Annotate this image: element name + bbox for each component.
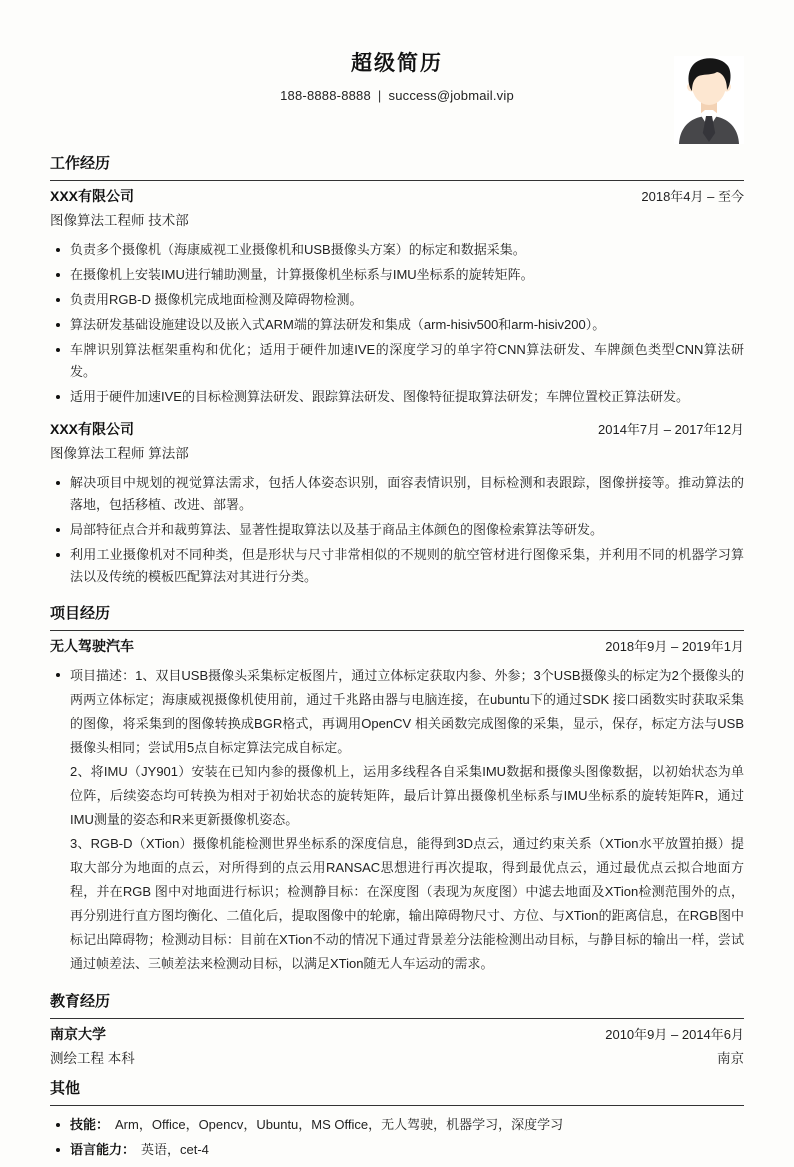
bullet-item xyxy=(50,519,744,541)
contact-divider: | xyxy=(377,88,382,103)
bullet-text: 算法研发基础设施建设以及嵌入式ARM端的算法研发和集成（arm-hisiv500和arm-hisiv200）。 xyxy=(70,317,606,332)
avatar-illustration xyxy=(674,56,744,144)
entry-title: XXX有限公司 xyxy=(50,188,135,204)
section-work xyxy=(50,154,744,594)
bullet-item xyxy=(50,386,744,408)
contact-line xyxy=(50,88,744,104)
bullet-item xyxy=(50,314,744,336)
bullet-text: 局部特征点合并和裁剪算法、显著性提取算法以及基于商品主体颜色的图像检索算法等研发。 xyxy=(70,522,604,537)
entry-header xyxy=(50,420,744,439)
bullet-text: 在摄像机上安装IMU进行辅助测量，计算摄像机坐标系与IMU坐标系的旋转矩阵。 xyxy=(70,267,534,282)
entry-date: 2018年4月 – 至今 xyxy=(641,189,744,204)
bullet-text: 负责用RGB-D 摄像机完成地面检测及障碍物检测。 xyxy=(70,292,363,307)
resume-header xyxy=(50,50,744,106)
entry-date: 2010年9月 – 2014年6月 xyxy=(605,1027,744,1042)
phone-number: 188-8888-8888 xyxy=(280,88,371,103)
bullet-item xyxy=(50,544,744,588)
entry-subtitle-row xyxy=(50,211,744,231)
section-heading-projects: 项目经历 xyxy=(50,604,744,631)
bullet-text: 解决项目中规划的视觉算法需求，包括人体姿态识别，面容表情识别，目标检测和表跟踪，图像拼接等。推动算法的落地，包括移植、改进、部署。 xyxy=(70,475,744,512)
bullet-text: Arm，Office，Opencv，Ubuntu，MS Office，无人驾驶，机器学习，深度学习 xyxy=(115,1117,564,1132)
entry-date: 2014年7月 – 2017年12月 xyxy=(598,422,744,437)
bullet-line: 2、将IMU（JY901）安装在已知内参的摄像机上，运用多线程各自采集IMU数据和摄像头图像数据，以初始状态为单位阵，后续姿态均可转换为相对于初始状态的旋转矩阵，最后计算出摄像机坐标系与IMU坐标系的旋转矩阵R，通过IMU测量的姿态和R来更新摄像机姿态。 xyxy=(70,764,744,827)
bullet-line: 项目描述：1、双目USB摄像头采集标定板图片，通过立体标定获取内参、外参；3个USB摄像头的标定为2个摄像头的两两立体标定；海康威视摄像机使用前，通过千兆路由器与电脑连接，在ubuntu下的通过SDK 接口函数实时获取采集的图像，将采集到的图像转换成BGR格式，再调用OpenCV 相关函数完成图像的采集，显示，保存，标定方法与USB摄像头相同；尝试用5点自标定算法完成自标定。 xyxy=(70,668,744,755)
section-heading-other: 其他 xyxy=(50,1079,744,1106)
entry-subtitle: 测绘工程 本科 xyxy=(50,1051,135,1066)
section-education xyxy=(50,992,744,1069)
entry-title: 南京大学 xyxy=(50,1026,106,1042)
avatar xyxy=(674,56,744,144)
bullet-text: 利用工业摄像机对不同种类，但是形状与尺寸非常相似的不规则的航空管材进行图像采集，并利用不同的机器学习算法以及传统的模板匹配算法对其进行分类。 xyxy=(70,547,744,584)
bullet-text: 英语，cet-4 xyxy=(141,1142,209,1157)
resume-title: 超级简历 xyxy=(351,52,443,75)
entry-subtitle-row xyxy=(50,1049,744,1069)
entry-date: 2018年9月 – 2019年1月 xyxy=(605,639,744,654)
bullet-item xyxy=(50,339,744,383)
section-heading-work: 工作经历 xyxy=(50,154,744,181)
entry-header xyxy=(50,187,744,206)
entry-subtitle-row xyxy=(50,444,744,464)
entry xyxy=(50,420,744,594)
section-projects xyxy=(50,604,744,982)
bullet-list xyxy=(50,1114,744,1167)
bullet-item xyxy=(50,264,744,286)
bullet-list xyxy=(50,664,744,982)
bullet-list xyxy=(50,472,744,594)
resume-body xyxy=(50,154,744,1167)
entry-title: 无人驾驶汽车 xyxy=(50,638,134,654)
entry-subtitle: 图像算法工程师 算法部 xyxy=(50,446,189,461)
bullet-text: 负责多个摄像机（海康威视工业摄像机和USB摄像头方案）的标定和数据采集。 xyxy=(70,242,526,257)
bullet-text: 车牌识别算法框架重构和优化；适用于硬件加速IVE的深度学习的单字符CNN算法研发、车牌颜色类型CNN算法研发。 xyxy=(70,342,744,379)
bullet-item xyxy=(50,1139,744,1161)
entry-header xyxy=(50,1025,744,1044)
entry xyxy=(50,1025,744,1069)
bullet-item xyxy=(50,289,744,311)
entry xyxy=(50,637,744,982)
section-other xyxy=(50,1079,744,1167)
bullet-item xyxy=(50,239,744,261)
bullet-text: 适用于硬件加速IVE的目标检测算法研发、跟踪算法研发、图像特征提取算法研发；车牌位置校正算法研发。 xyxy=(70,389,689,404)
entry-title: XXX有限公司 xyxy=(50,421,135,437)
email-address: success@jobmail.vip xyxy=(388,88,514,103)
entry-subtitle: 图像算法工程师 技术部 xyxy=(50,213,189,228)
bullet-item xyxy=(50,664,744,976)
bullet-item xyxy=(50,472,744,516)
section-heading-education: 教育经历 xyxy=(50,992,744,1019)
entry-header xyxy=(50,637,744,656)
bullet-label: 语言能力： xyxy=(70,1142,136,1157)
entry-location: 南京 xyxy=(717,1051,744,1066)
bullet-item xyxy=(50,1114,744,1136)
entry xyxy=(50,187,744,414)
bullet-line: 3、RGB-D（XTion）摄像机能检测世界坐标系的深度信息，能得到3D点云，通过约束关系（XTion水平放置拍摄）提取大部分为地面的点云，对所得到的点云用RANSAC思想进行再次提取，得到最优点云，通过最优点云拟合地面方程，并在RGB 图中对地面进行标识；检测静目标：在深度图（表现为灰度图）中滤去地面及XTion检测范围外的点，再分别进行直方图均衡化、二值化后，提取图像中的轮廓，输出障碍物尺寸、方位、与XTion的距离信息，在RGB图中标记出障碍物；检测动目标：目前在XTion不动的情况下通过背景差分法能检测出动目标，与静目标的输出一样，尝试通过帧差法、三帧差法来检测动目标，以满足XTion随无人车运动的需求。 xyxy=(70,836,744,971)
bullet-list xyxy=(50,239,744,414)
entry xyxy=(50,1114,744,1167)
bullet-label: 技能： xyxy=(70,1117,110,1132)
